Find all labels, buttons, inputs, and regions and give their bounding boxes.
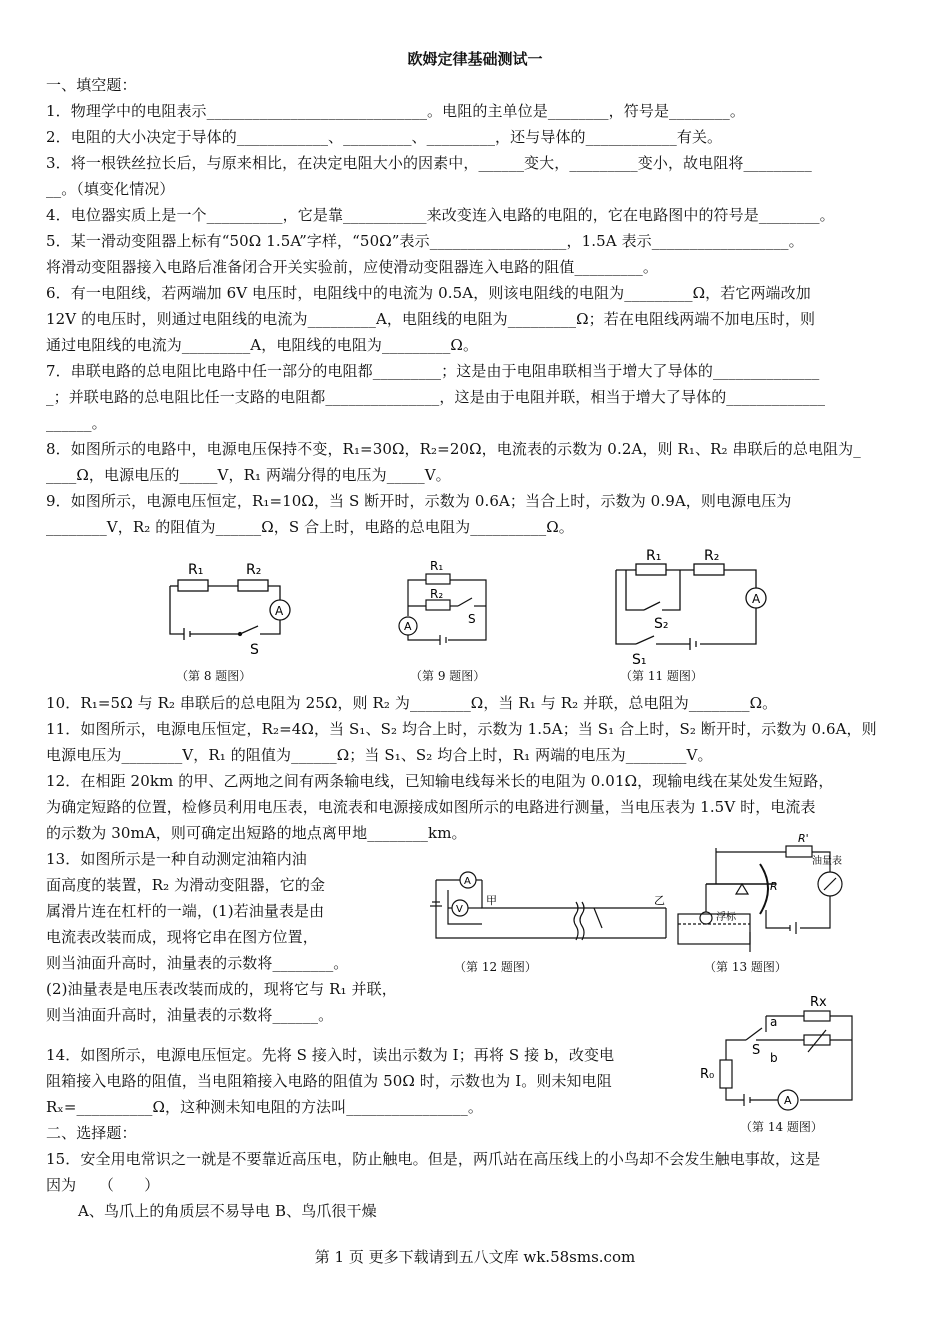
fig11-meter-label: A [752, 592, 761, 606]
answer-options: A、鸟爪上的角质层不易导电 B、鸟爪很干燥 [78, 1202, 377, 1220]
section-heading: 一、填空题： [46, 76, 137, 94]
text-line: 5．某一滑动变阻器上标有“50Ω 1.5A”字样，“50Ω”表示__________________，1.5A 表示__________________。 [46, 232, 804, 250]
text-line: 为确定短路的位置，检修员利用电压表，电流表和电源接成如图所示的电路进行测量，当电压表为 1.5V 时，电流表 [46, 798, 816, 816]
fig11-s2-label: S₂ [654, 616, 669, 632]
text-line: 14．如图所示，电源电压恒定。先将 S 接入时，读出示数为 I；再将 S 接 b，改变电 [46, 1046, 615, 1064]
fig12-jia-label: 甲 [486, 894, 497, 907]
fig13-resistor-r-prime [786, 846, 812, 857]
text-line: 的示数为 30mA，则可确定出短路的地点离甲地________km。 [46, 824, 467, 842]
text-line: 8．如图所示的电路中，电源电压保持不变，R₁=30Ω，R₂=20Ω，电流表的示数为 0.2A，则 R₁、R₂ 串联后的总电阻为_ [46, 440, 861, 458]
fig12-caption: （第 12 题图） [454, 960, 537, 974]
text-line: 12V 的电压时，则通过电阻线的电流为_________A，电阻线的电阻为_________Ω；若在电阻线两端不加电压时，则 [46, 310, 816, 328]
fig9-r2-label: R₂ [430, 587, 444, 601]
fig14-r0-label: R₀ [700, 1067, 715, 1082]
text-line: 11．如图所示，电源电压恒定，R₂=4Ω，当 S₁、S₂ 均合上时，示数为 1.5A；当 S₁ 合上时，S₂ 断开时，示数为 0.6A，则 [46, 720, 877, 738]
text-line: 3．将一根铁丝拉长后，与原来相比，在决定电阻大小的因素中，______变大，_________变小，故电阻将_________ [46, 154, 812, 172]
fig14-b-label: b [770, 1051, 778, 1065]
fig13-caption: （第 13 题图） [704, 960, 787, 974]
text-line: 1．物理学中的电阻表示_____________________________。电阻的主单位是________，符号是________。 [46, 102, 745, 120]
fig12-yi-label: 乙 [654, 894, 665, 907]
fig8-switch-label: S [250, 642, 259, 658]
section-heading: 二、选择题： [46, 1124, 137, 1142]
fig8-caption: （第 8 题图） [176, 669, 252, 683]
fig11-r1-label: R₁ [646, 548, 662, 564]
fig14-s-label: S [752, 1043, 761, 1058]
fig8-r1-label: R₁ [188, 562, 204, 578]
fig8-resistor-r1 [178, 580, 208, 591]
text-line: 10．R₁=5Ω 与 R₂ 串联后的总电阻为 25Ω，则 R₂ 为________Ω，当 R₁ 与 R₂ 并联，总电阻为________Ω。 [46, 694, 778, 712]
fig9-resistor-r2 [426, 600, 450, 610]
fig9-meter-label: A [404, 620, 412, 633]
fig14-meter-label: A [784, 1094, 792, 1107]
fig11-resistor-r1 [636, 564, 666, 575]
fig14-resistance-box [804, 1035, 830, 1045]
text-line: 电源电压为________V，R₁ 的阻值为______Ω；当 S₁、S₂ 均合上时，R₁ 两端的电压为________V。 [46, 746, 713, 764]
text-line: 电流表改装而成，现将它串在图方位置， [46, 928, 318, 946]
text-line: 15．安全用电常识之一就是不要靠近高压电，防止触电。但是，两爪站在高压线上的小鸟却不会发生触电事故，这是 [46, 1150, 821, 1168]
text-line: ________V，R₂ 的阻值为______Ω，S 合上时，电路的总电阻为__________Ω。 [46, 518, 574, 536]
text-line: __。（填变化情况） [46, 180, 175, 198]
fig9-caption: （第 9 题图） [410, 669, 486, 683]
text-line: 属滑片连在杠杆的一端，(1)若油量表是由 [46, 902, 325, 920]
fig9-r1-label: R₁ [430, 559, 444, 573]
fig14-resistor-r0 [720, 1060, 732, 1088]
text-line: 9．如图所示，电源电压恒定，R₁=10Ω，当 S 断开时，示数为 0.6A；当合上时，示数为 0.9A，则电源电压为 [46, 492, 792, 510]
text-line: 因为 （ ） [46, 1176, 160, 1194]
text-line: 13．如图所示是一种自动测定油箱内油 [46, 850, 307, 868]
fig13-float-label: 浮标 [716, 912, 736, 923]
text-line: (2)油量表是电压表改装而成的，现将它与 R₁ 并联， [46, 980, 397, 998]
figure-9-circuit [396, 556, 496, 656]
page-title: 欧姆定律基础测试一 [407, 50, 543, 68]
text-line: 则当油面升高时，油量表的示数将______。 [46, 1006, 334, 1024]
fig12-v-label: V [456, 904, 463, 915]
fig13-gauge-label: 油量表 [812, 856, 842, 867]
figure-11-circuit [606, 542, 776, 670]
fig12-a-label: A [464, 876, 471, 887]
text-line: ______。 [46, 414, 107, 432]
text-line: ____Ω，电源电压的_____V，R₁ 两端分得的电压为_____V。 [46, 466, 451, 484]
text-line: 6．有一电阻线，若两端加 6V 电压时，电阻线中的电流为 0.5A，则该电阻线的电阻为_________Ω，若它两端改加 [46, 284, 811, 302]
text-line: _；并联电路的总电阻比任一支路的电阻都_______________，这是由于电阻并联，相当于增大了导体的_____________ [46, 388, 826, 406]
fig8-meter-label: A [275, 604, 284, 618]
fig11-caption: （第 11 题图） [620, 669, 703, 683]
text-line: 2．电阻的大小决定于导体的____________、_________、_________，还与导体的____________有关。 [46, 128, 723, 146]
figure-14-circuit [696, 992, 860, 1116]
text-line: 将滑动变阻器接入电路后准备闭合开关实验前，应使滑动变阻器连入电路的阻值_________。 [46, 258, 659, 276]
figure-12-circuit [426, 868, 676, 948]
fig11-r2-label: R₂ [704, 548, 720, 564]
text-line: 则当油面升高时，油量表的示数将________。 [46, 954, 349, 972]
fig8-r2-label: R₂ [246, 562, 262, 578]
fig11-s1-label: S₁ [632, 652, 647, 668]
fig13-r-label: R [770, 880, 778, 893]
figure-13-device [676, 828, 854, 956]
text-line: 7．串联电路的总电阻比电路中任一部分的电阻都_________；这是由于电阻串联相当于增大了导体的______________ [46, 362, 820, 380]
fig11-resistor-r2 [694, 564, 724, 575]
text-line: 4．电位器实质上是一个__________，它是靠___________来改变连入电路的电阻的，它在电路图中的符号是________。 [46, 206, 835, 224]
fig13-tank [678, 914, 750, 944]
text-line: 面高度的装置，R₂ 为滑动变阻器，它的金 [46, 876, 326, 894]
text-line: 阻箱接入电路的阻值，当电阻箱接入电路的阻值为 50Ω 时，示数也为 I。则未知电阻 [46, 1072, 612, 1090]
page-footer: 第 1 页 更多下载请到五八文库 wk.58sms.com [314, 1248, 636, 1266]
fig9-switch-label: S [468, 612, 476, 626]
text-line: 12．在相距 20km 的甲、乙两地之间有两条输电线，已知输电线每米长的电阻为 0.01Ω，现输电线在某处发生短路， [46, 772, 834, 790]
fig14-rx-label: Rx [810, 995, 827, 1010]
text-line: Rₓ=__________Ω，这种测未知电阻的方法叫________________。 [46, 1098, 483, 1116]
fig14-a-label: a [770, 1015, 778, 1029]
fig14-resistor-rx [804, 1011, 830, 1021]
text-line: 通过电阻线的电流为_________A，电阻线的电阻为_________Ω。 [46, 336, 479, 354]
fig8-resistor-r2 [238, 580, 268, 591]
fig14-caption: （第 14 题图） [740, 1120, 823, 1134]
fig13-r-prime-label: R' [798, 832, 809, 845]
fig9-resistor-r1 [426, 574, 450, 584]
figure-8-circuit [160, 556, 300, 666]
